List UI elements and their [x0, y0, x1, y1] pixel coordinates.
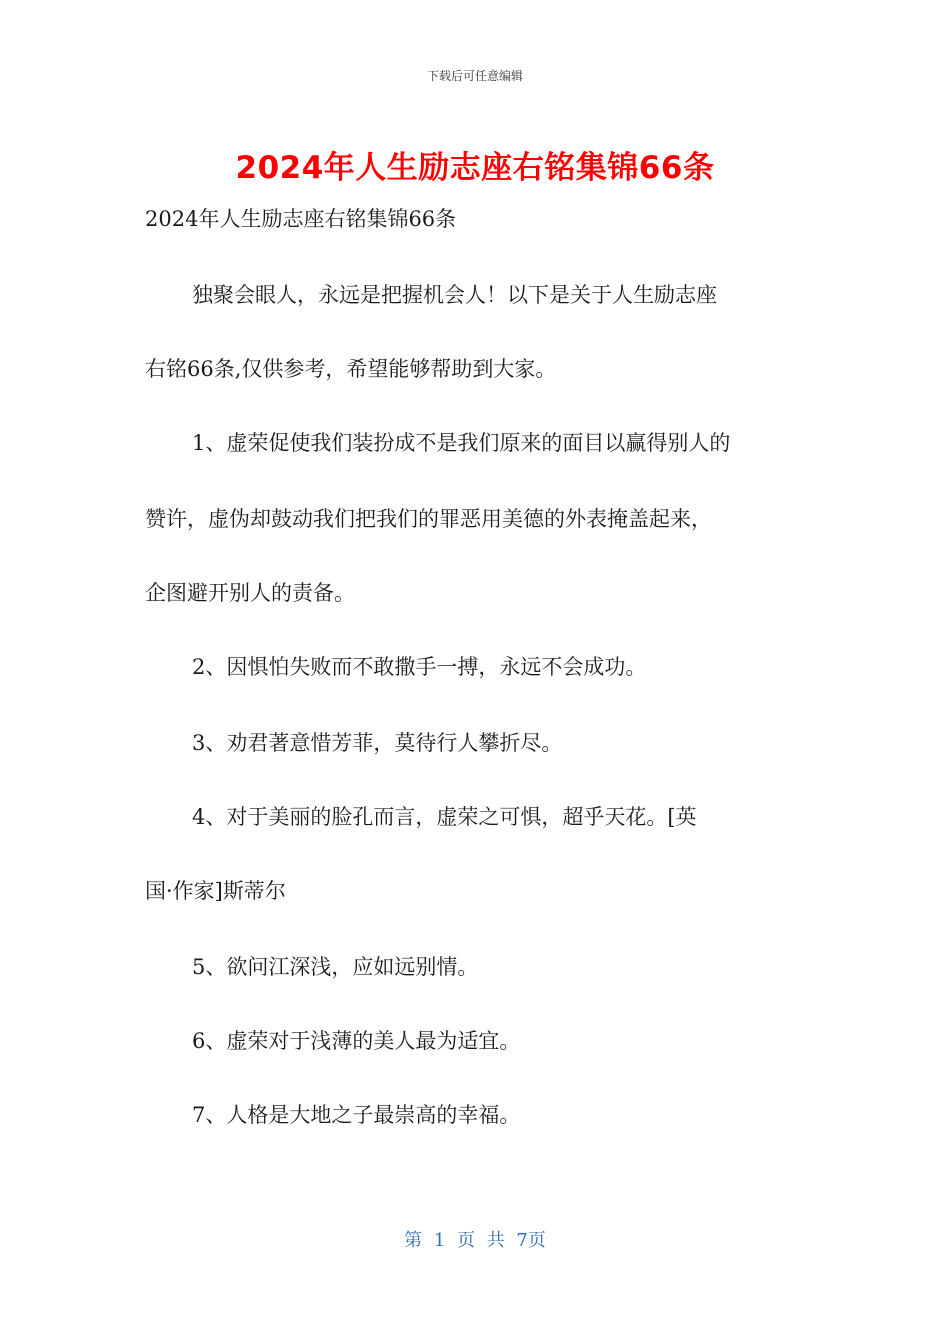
intro-line-1: 独聚会眼人，永远是把握机会人！以下是关于人生励志座: [192, 283, 717, 307]
quote-4-line-2: 国·作家]斯蒂尔: [145, 879, 286, 903]
quote-1-line-3: 企图避开别人的责备。: [145, 581, 355, 605]
quote-2: 2、因惧怕失败而不敢撒手一搏，永远不会成功。: [192, 655, 647, 679]
quote-4-line-1: 4、对于美丽的脸孔而言，虚荣之可惧，超乎天花。[英: [192, 805, 697, 829]
quote-6: 6、虚荣对于浅薄的美人最为适宜。: [192, 1029, 521, 1053]
intro-line-2: 右铭66条,仅供参考，希望能够帮助到大家。: [145, 357, 557, 381]
quote-1-line-2: 赞许，虚伪却鼓动我们把我们的罪恶用美德的外表掩盖起来，: [145, 507, 712, 531]
quote-3: 3、劝君著意惜芳菲，莫待行人攀折尽。: [192, 731, 563, 755]
subtitle-line: 2024年人生励志座右铭集锦66条: [145, 207, 457, 231]
quote-7: 7、人格是大地之子最崇高的幸福。: [192, 1103, 521, 1127]
document-title: 2024年人生励志座右铭集锦66条: [235, 150, 715, 186]
header-note: 下载后可任意编辑: [426, 69, 523, 83]
page-number: 第 1 页 共 7页: [404, 1230, 546, 1251]
quote-1-line-1: 1、虚荣促使我们装扮成不是我们原来的面目以赢得别人的: [192, 431, 731, 455]
quote-5: 5、欲问江深浅，应如远别情。: [192, 955, 479, 979]
